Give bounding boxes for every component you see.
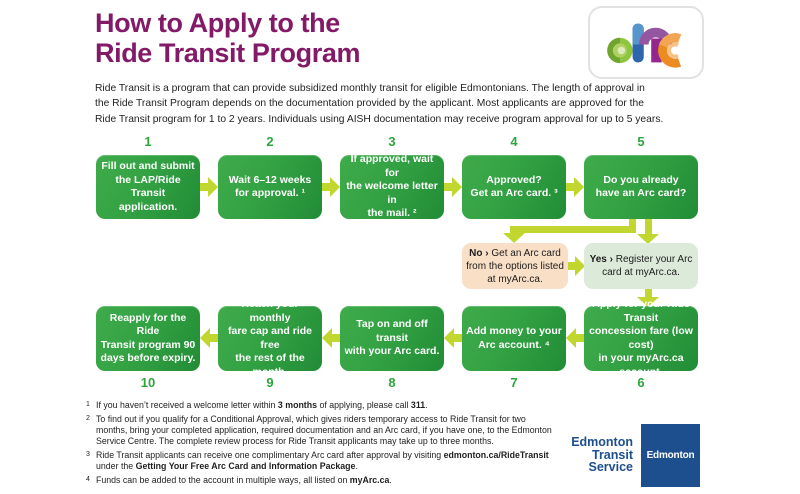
decision-no-box bbox=[462, 243, 568, 289]
footnote bbox=[86, 450, 564, 472]
arrow-right-icon bbox=[567, 256, 585, 276]
footnote-text: Ride Transit applicants can receive one complimentary Arc card after approval by visiting edmonton.ca/RideTransit under the Getting Your Free Arc Card and Information Package. bbox=[96, 450, 549, 471]
step-number: 10 bbox=[140, 375, 156, 390]
step-text-line: from the options listed bbox=[466, 260, 564, 272]
intro-line: Ride Transit is a program that can provide subsidized monthly transit for eligible Edmontonians. The length of approval in bbox=[95, 83, 645, 94]
flow-step-box bbox=[340, 155, 444, 219]
step-text-line: Add money to your bbox=[466, 325, 562, 337]
arrow-down-icon bbox=[503, 233, 525, 243]
footnote-marker: 3 bbox=[86, 451, 90, 458]
step-text-line: the welcome letter in bbox=[346, 180, 438, 206]
ets-line: Service bbox=[588, 460, 633, 474]
page-title-line2: Ride Transit Program bbox=[95, 38, 361, 68]
footnote-marker: 2 bbox=[86, 415, 90, 422]
step-text-line: If approved, wait for bbox=[350, 153, 434, 179]
arrow-left-icon bbox=[200, 328, 218, 348]
step-text-line: in your myArc.ca account. bbox=[598, 352, 684, 378]
step-number: 9 bbox=[266, 375, 274, 390]
step-text-line: Reach your monthly bbox=[241, 298, 299, 324]
step-text-line: Reapply for the Ride bbox=[109, 311, 187, 337]
footnote-marker: 4 bbox=[86, 476, 90, 483]
footnote bbox=[86, 475, 564, 486]
decision-text-line: No › Get an Arc card bbox=[469, 247, 561, 259]
step-text-line: fare cap and ride free bbox=[227, 325, 313, 351]
decision-answer-label: No › bbox=[469, 247, 489, 259]
step-text-line: application. bbox=[118, 200, 178, 213]
flow-step-box bbox=[462, 155, 566, 219]
step-text-line: Approved? bbox=[486, 173, 542, 186]
footnote bbox=[86, 414, 564, 447]
step-text-line: Tap on and off transit bbox=[356, 318, 428, 344]
decision-yes-box bbox=[584, 243, 698, 289]
step-text-line: with your Arc card. bbox=[344, 345, 440, 358]
ets-line: Transit bbox=[592, 447, 633, 462]
arrow-left-icon bbox=[322, 328, 340, 348]
step-text-line: card at myArc.ca. bbox=[602, 267, 680, 278]
arrow-left-icon bbox=[444, 328, 462, 348]
city-of-edmonton-logo bbox=[641, 424, 700, 487]
step-text-line: Fill out and submit bbox=[101, 160, 195, 172]
step-text-line: Wait 6–12 weeks bbox=[228, 173, 312, 186]
step-text-line: Apply for your Ride Transit bbox=[592, 298, 690, 324]
flow-step-box bbox=[218, 155, 322, 219]
step-number: 3 bbox=[388, 134, 396, 149]
step-number: 5 bbox=[637, 134, 645, 149]
flow-step-box bbox=[96, 155, 200, 219]
ets-line: Edmonton bbox=[571, 435, 633, 449]
arrow-right-icon bbox=[566, 177, 584, 197]
footnotes bbox=[86, 400, 564, 489]
step-text-line: the LAP/Ride Transit bbox=[115, 173, 181, 199]
connector-line bbox=[645, 219, 652, 235]
step-number: 8 bbox=[388, 375, 396, 390]
ets-wordmark bbox=[520, 436, 633, 474]
arrow-left-icon bbox=[566, 328, 584, 348]
step-text-line: at myArc.ca. bbox=[487, 273, 543, 285]
flow-step-box bbox=[218, 298, 322, 378]
page-title-line1: How to Apply to the bbox=[95, 8, 340, 38]
flow-step-box bbox=[584, 298, 698, 378]
step-number: 4 bbox=[510, 134, 518, 149]
step-text-line: Transit program 90 bbox=[100, 338, 196, 351]
footnote-text: To find out if you qualify for a Conditional Approval, which gives riders temporary access to Ride Transit for two months, bring your completed application, required documentation and an Arc card, if you have one, to the Edmonton Service Centre. The complete review process for Ride Transit applicants may take up to three months. bbox=[96, 414, 552, 446]
step-text-line: for approval. ¹ bbox=[234, 187, 305, 199]
arrow-right-icon bbox=[322, 177, 340, 197]
step-number: 7 bbox=[510, 375, 518, 390]
intro-line: the Ride Transit Program depends on the documentation provided by the applicant. Most applicants are approved for the bbox=[95, 98, 644, 110]
intro-line: Ride Transit program for 1 to 2 years. Individuals using AISH documentation may receive program approval for up to 5 years. bbox=[95, 113, 664, 125]
footnote bbox=[86, 400, 564, 411]
connector-line bbox=[510, 226, 636, 233]
arrow-right-icon bbox=[200, 177, 218, 197]
step-text-line: days before expiry. bbox=[100, 352, 196, 364]
footnote-text: Funds can be added to the account in multiple ways, all listed on myArc.ca. bbox=[96, 475, 392, 485]
flow-step-box bbox=[96, 306, 200, 371]
step-number: 1 bbox=[144, 134, 152, 149]
step-text-line: the rest of the month. bbox=[235, 352, 305, 378]
step-number: 6 bbox=[637, 375, 645, 390]
flow-step-box bbox=[340, 306, 444, 371]
step-text-line: have an Arc card? bbox=[595, 187, 687, 199]
step-text-line: Get an Arc card. ³ bbox=[470, 187, 558, 199]
footnote-marker: 1 bbox=[86, 401, 90, 408]
step-text-line: Do you already bbox=[603, 173, 679, 186]
decision-answer-label: Yes › bbox=[589, 254, 613, 265]
step-text-line: concession fare (low cost) bbox=[589, 325, 693, 351]
arrow-right-icon bbox=[444, 177, 462, 197]
flow-step-box bbox=[584, 155, 698, 219]
flow-step-box bbox=[462, 306, 566, 371]
footnote-text: If you haven’t received a welcome letter within 3 months of applying, please call 311. bbox=[96, 400, 428, 410]
step-text-line: Arc account. ⁴ bbox=[478, 338, 550, 351]
step-text-line: the mail. ² bbox=[367, 207, 417, 220]
city-logo-text: Edmonton bbox=[646, 450, 695, 461]
step-number: 2 bbox=[266, 134, 274, 149]
decision-text-line: Yes › Register your Arc bbox=[589, 254, 693, 265]
